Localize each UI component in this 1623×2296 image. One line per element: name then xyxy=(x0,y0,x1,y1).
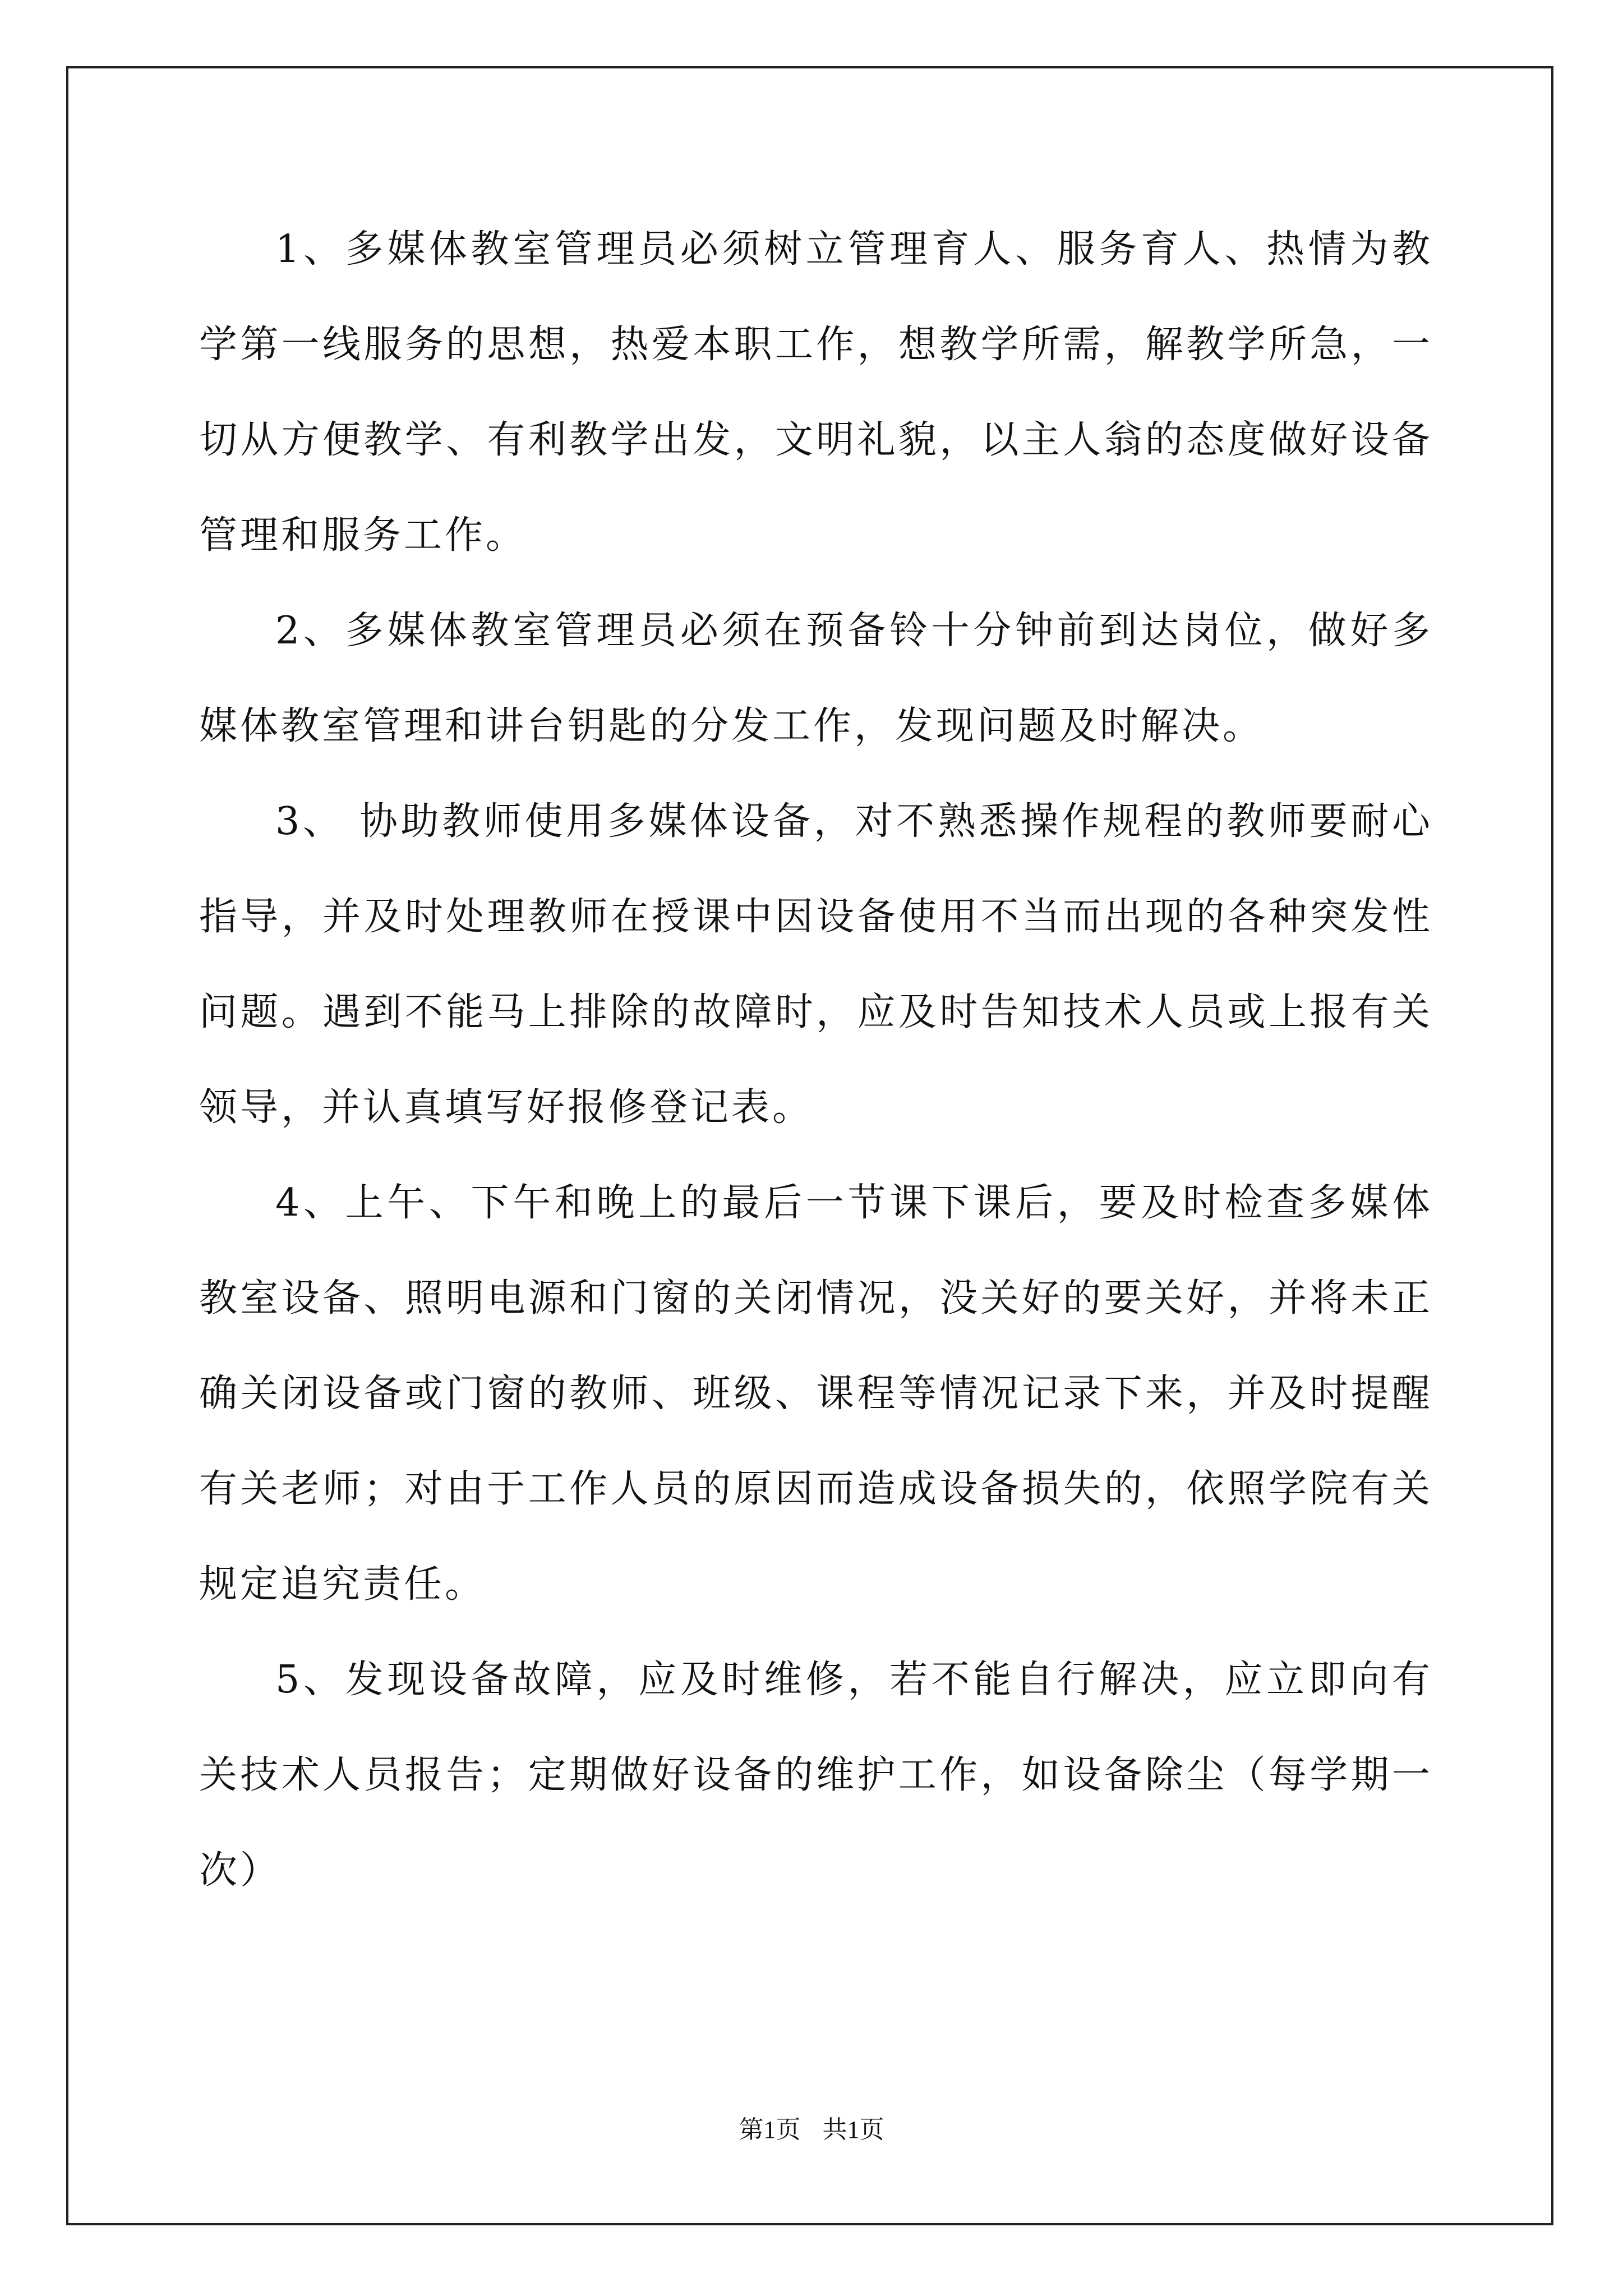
paragraph-4: 4、上午、下午和晚上的最后一节课下课后，要及时检查多媒体教室设备、照明电源和门窗的关闭情况，没关好的要关好，并将未正确关闭设备或门窗的教师、班级、课程等情况记录下来，并及时提醒有关老师；对由于工作人员的原因而造成设备损失的，依照学院有关规定追究责任。 xyxy=(199,1181,1433,1607)
page-number-total: 共1页 xyxy=(822,2116,884,2143)
page-footer xyxy=(0,2109,1623,2145)
paragraph-2: 2、多媒体教室管理员必须在预备铃十分钟前到达岗位，做好多媒体教室管理和讲台钥匙的分发工作，发现问题及时解决。 xyxy=(199,609,1433,748)
paragraph-1: 1、多媒体教室管理员必须树立管理育人、服务育人、热情为教学第一线服务的思想，热爱本职工作，想教学所需，解教学所急，一切从方便教学、有利教学出发，文明礼貌，以主人翁的态度做好设备管理和服务工作。 xyxy=(199,227,1433,558)
paragraph-3: 3、 协助教师使用多媒体设备，对不熟悉操作规程的教师要耐心指导，并及时处理教师在授课中因设备使用不当而出现的各种突发性问题。遇到不能马上排除的故障时，应及时告知技术人员或上报有关领导，并认真填写好报修登记表。 xyxy=(199,799,1433,1130)
paragraph-5: 5、发现设备故障，应及时维修，若不能自行解决，应立即向有关技术人员报告；定期做好设备的维护工作，如设备除尘（每学期一次） xyxy=(199,1658,1433,1893)
document-body xyxy=(199,202,1433,1918)
page-number-current: 第1页 xyxy=(739,2116,801,2143)
